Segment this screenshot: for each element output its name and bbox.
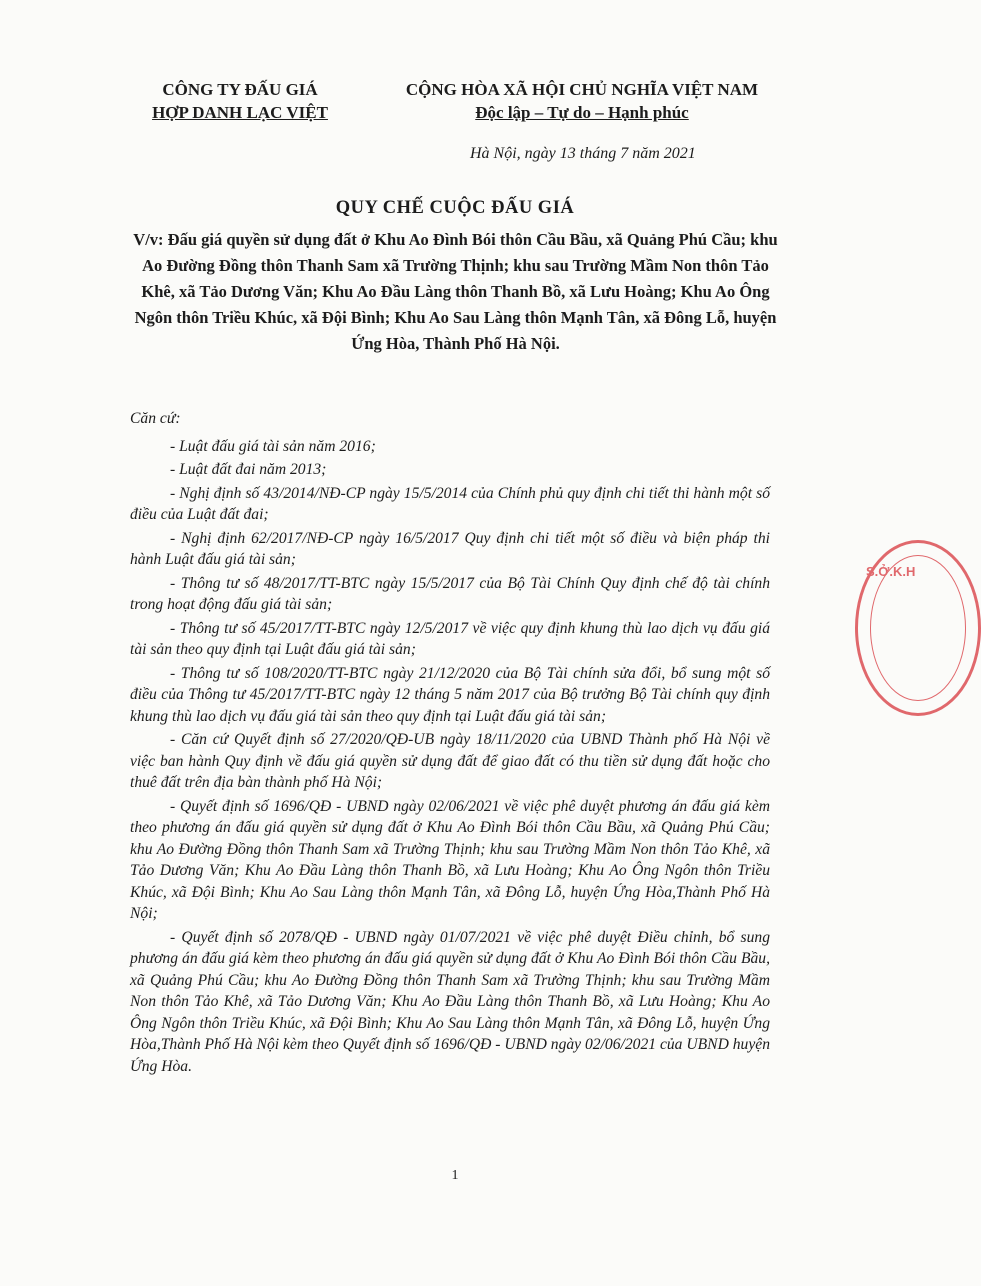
red-seal-stamp: [855, 540, 981, 716]
document-date: Hà Nội, ngày 13 tháng 7 năm 2021: [470, 145, 696, 162]
legal-basis-item: - Nghị định 62/2017/NĐ-CP ngày 16/5/2017 Quy định chi tiết một số điều và biện pháp thi hành Luật đấu giá tài sản;: [130, 529, 770, 568]
nation-motto: Độc lập – Tự do – Hạnh phúc: [475, 103, 689, 122]
page-number: 1: [451, 1168, 459, 1183]
nation-name: CỘNG HÒA XÃ HỘI CHỦ NGHĨA VIỆT NAM: [405, 80, 759, 99]
organization-header: [120, 78, 360, 124]
legal-basis-heading: Căn cứ:: [130, 410, 181, 427]
legal-basis-item: - Quyết định số 2078/QĐ - UBND ngày 01/07/2021 về việc phê duyệt Điều chỉnh, bổ sung phương án đấu giá kèm theo phương án đấu giá quyền sử dụng đất ở Khu Ao Đình Bói thôn Cầu Bầu, xã Quảng Phú Cầu; khu Ao Đường Đồng thôn Thanh Sam xã Trường Thịnh; khu sau Trường Mầm Non thôn Tảo Khê, xã Tảo Dương Văn; Khu Ao Đầu Làng thôn Thanh Bồ, xã Lưu Hoàng; Khu Ao Ông Ngôn thôn Triều Khúc, xã Đội Bình; Khu Ao Sau Làng thôn Mạnh Tân, xã Đông Lỗ, huyện Ứng Hòa,Thành Phố Hà Nội kèm theo Quyết định số 1696/QĐ - UBND ngày 02/06/2021 của UBND huyện Ứng Hòa.: [130, 928, 770, 1075]
legal-basis-item: - Nghị định số 43/2014/NĐ-CP ngày 15/5/2014 của Chính phủ quy định chi tiết thi hành một số điều của Luật đất đai;: [130, 484, 770, 523]
legal-basis-item: - Quyết định số 1696/QĐ - UBND ngày 02/06/2021 về việc phê duyệt phương án đấu giá kèm theo phương án đấu giá quyền sử dụng đất ở Khu Ao Đình Bói thôn Cầu Bầu, xã Quảng Phú Cầu; khu Ao Đường Đồng thôn Thanh Sam xã Trường Thịnh; khu sau Trường Mầm Non thôn Tảo Khê, xã Tảo Dương Văn; Khu Ao Đầu Làng thôn Thanh Bồ, xã Lưu Hoàng; Khu Ao Ông Ngôn thôn Triều Khúc, xã Đội Bình; Khu Ao Sau Làng thôn Mạnh Tân, xã Đông Lỗ, huyện Ứng Hòa,Thành Phố Hà Nội;: [130, 797, 770, 922]
legal-basis-item: - Thông tư số 48/2017/TT-BTC ngày 15/5/2017 của Bộ Tài Chính Quy định chế độ tài chính trong hoạt động đấu giá tài sản;: [130, 574, 770, 613]
legal-basis-item: - Luật đấu giá tài sản năm 2016;: [170, 437, 376, 455]
legal-basis-item: - Thông tư số 108/2020/TT-BTC ngày 21/12/2020 của Bộ Tài chính sửa đổi, bổ sung một số điều của Thông tư 45/2017/TT-BTC ngày 12 tháng 5 năm 2017 của Bộ trưởng Bộ Tài chính quy định khung thù lao dịch vụ đấu giá tài sản theo quy định tại Luật đấu giá tài sản;: [130, 664, 770, 725]
stamp-text: S.Ở.K.H: [866, 564, 916, 579]
legal-basis-item: - Thông tư số 45/2017/TT-BTC ngày 12/5/2017 về việc quy định khung thù lao dịch vụ đấu giá tài sản theo quy định tại Luật đấu giá tài sản;: [130, 619, 770, 658]
document-title: QUY CHẾ CUỘC ĐẤU GIÁ: [335, 198, 575, 218]
document-subject: V/v: Đấu giá quyền sử dụng đất ở Khu Ao Đình Bói thôn Cầu Bầu, xã Quảng Phú Cầu; khu Ao Đường Đồng thôn Thanh Sam xã Trường Thịnh; khu sau Trường Mầm Non thôn Tảo Khê, xã Tảo Dương Văn; Khu Ao Đầu Làng thôn Thanh Bồ, xã Lưu Hoàng; Khu Ao Ông Ngôn thôn Triều Khúc, xã Đội Bình; Khu Ao Sau Làng thôn Mạnh Tân, xã Đông Lỗ, huyện Ứng Hòa, Thành Phố Hà Nội.: [133, 230, 778, 353]
national-motto-header: [372, 78, 792, 124]
org-name-line2: HỢP DANH LẠC VIỆT: [152, 103, 328, 122]
org-name-line1: CÔNG TY ĐẤU GIÁ: [162, 80, 318, 99]
legal-basis-item: - Căn cứ Quyết định số 27/2020/QĐ-UB ngày 18/11/2020 của UBND Thành phố Hà Nội về việc ban hành Quy định về đấu giá quyền sử dụng đất để giao đất có thu tiền sử dụng đất hoặc cho thuê đất trên địa bàn thành phố Hà Nội;: [130, 731, 770, 791]
legal-basis-item: - Luật đất đai năm 2013;: [170, 461, 327, 478]
document-body: [130, 408, 770, 1079]
